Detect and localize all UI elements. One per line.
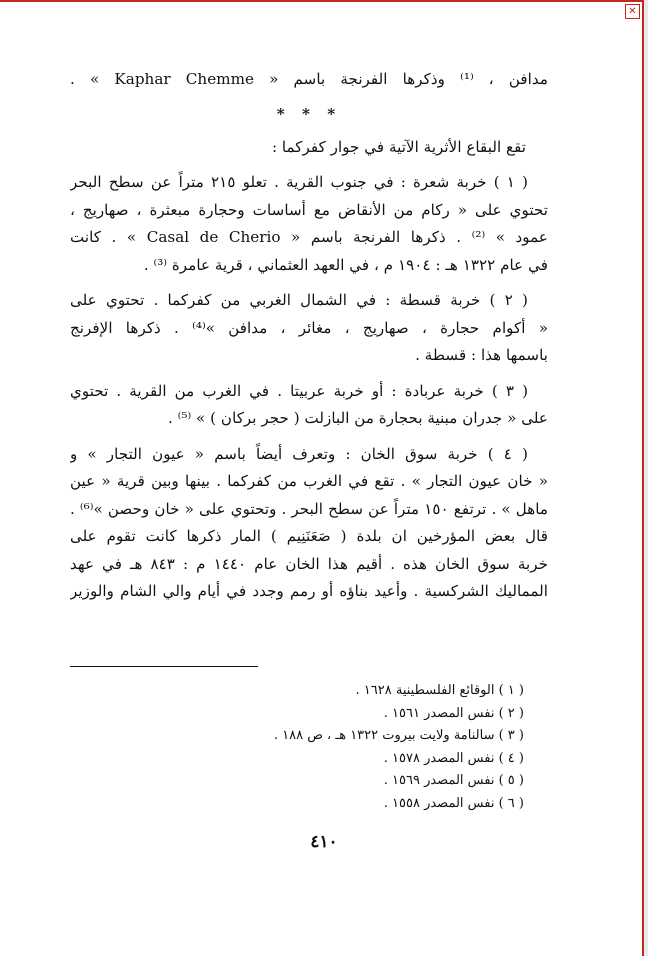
paragraph-line: « أكوام حجارة ، صهاريج ، مغائر ، مدافن »⁽⁴⁾ . ذكرها الإفرنج xyxy=(70,318,548,337)
footnote: ( ٣ ) سالنامة ولايت بيروت ١٣٢٢ هـ ، ص ١٨٨ . xyxy=(273,728,524,744)
paragraph-qustata xyxy=(70,287,548,370)
footnote: ( ١ ) الوقائع الفلسطينية ١٦٢٨ . xyxy=(355,683,524,698)
paragraph-line: ماهل » . ترتفع ١٥٠ متراً عن سطح البحر . وتحتوي على « خان وحصن »⁽⁶⁾ . xyxy=(70,499,548,518)
paragraph-line: عمود » ⁽²⁾ . ذكرها الفرنجة باسم « Casal de Cherio » . كانت xyxy=(70,228,548,246)
footnote-divider xyxy=(70,666,258,667)
window-frame-top xyxy=(0,0,648,2)
paragraph-line: على « جدران مبنية بحجارة من البازلت ( حجر بركان ) » ⁽⁵⁾ . xyxy=(168,409,548,427)
footnote: ( ٤ ) نفس المصدر ١٥٧٨ . xyxy=(383,750,524,766)
book-page xyxy=(70,66,548,606)
page-number: ٤١٠ xyxy=(310,832,338,852)
paragraph-line: خربة سوق الخان هذه . أقيم هذا الخان عام ١٤٤٠ م : ٨٤٣ هـ في عهد xyxy=(70,554,548,573)
section-separator: * * * xyxy=(276,104,342,123)
paragraph-line: ( ١ ) خربة شعرة : في جنوب القرية . تعلو ٢١٥ متراً عن سطح البحر xyxy=(70,173,528,191)
paragraph-line: ( ٣ ) خربة عربادة : أو خربة عربيتا . في الغرب من القرية . تحتوي xyxy=(70,381,528,400)
paragraph-line: « خان عيون التجار » . تقع في الغرب من كفركما . بينها وبين قرية « عين xyxy=(70,472,548,490)
paragraph-line: ( ٢ ) خربة قسطة : في الشمال الغربي من كفركما . تحتوي على xyxy=(70,291,528,309)
footnotes xyxy=(70,680,548,816)
footnote: ( ٦ ) نفس المصدر ١٥٥٨ . xyxy=(383,795,524,811)
paragraph-shaara xyxy=(70,169,548,279)
footnote: ( ٢ ) نفس المصدر ١٥٦١ . xyxy=(383,705,524,721)
paragraph-arbada xyxy=(70,378,548,433)
window-frame-right xyxy=(642,0,644,956)
section-lead: تقع البقاع الأثرية الآتية في جوار كفركما : xyxy=(271,137,526,156)
paragraph-souq-al-khan xyxy=(70,441,548,606)
paragraph-line: في عام ١٣٢٢ هـ : ١٩٠٤ م ، في العهد العثماني ، قرية عامرة ⁽³⁾ . xyxy=(143,255,548,274)
paragraph-line: باسمها هذا : قسطة . xyxy=(415,346,548,364)
intro-line: مدافن ، ⁽¹⁾ وذكرها الفرنجة باسم « Kaphar Chemme » . xyxy=(70,70,548,88)
paragraph-line: المماليك الشركسية . وأعيد بناؤه أو رمم وجدد في أيام والي الشام والوزير xyxy=(70,582,548,600)
paragraph-line: ( ٤ ) خربة سوق الخان : وتعرف أيضاً باسم « عيون التجار » و xyxy=(70,444,528,463)
footnote: ( ٥ ) نفس المصدر ١٥٦٩ . xyxy=(383,773,524,789)
paragraph-line: تحتوي على « ركام من الأنقاض مع أساسات وحجارة مبعثرة ، صهاريج ، xyxy=(70,200,548,219)
paragraph-line: قال بعض المؤرخين ان بلدة ( صَعَنَنِيم ) المار ذكرها كانت تقوم على xyxy=(70,527,548,545)
scrollbar-track[interactable] xyxy=(644,0,648,956)
close-icon[interactable]: ✕ xyxy=(625,4,640,19)
